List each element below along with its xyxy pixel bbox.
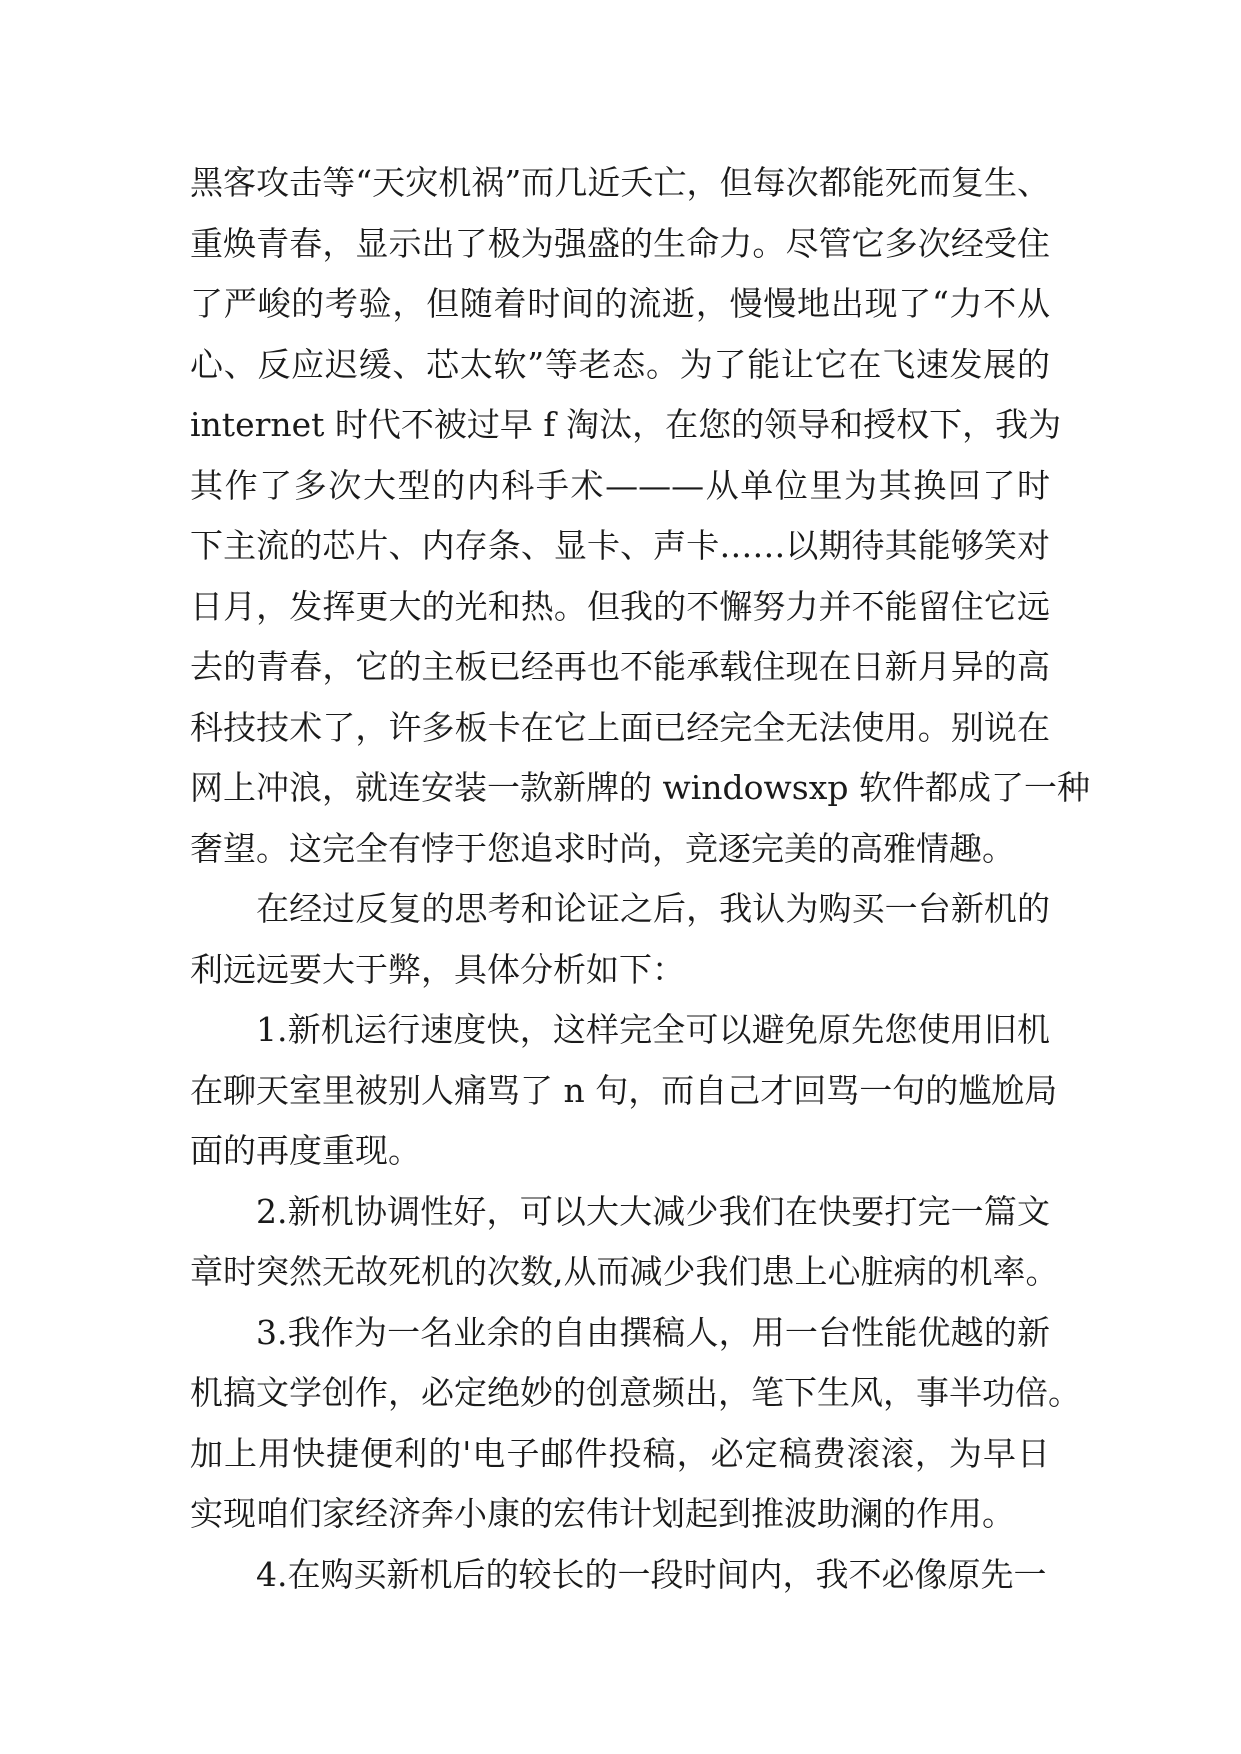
text-line: 其作了多次大型的内科手术———从单位里为其换回了时 bbox=[190, 465, 1050, 505]
text-line: internet 时代不被过早 f 淘汰，在您的领导和授权下，我为 bbox=[190, 405, 1062, 444]
list-item-3-line: 3.我作为一名业余的自由撰稿人，用一台性能优越的新 bbox=[256, 1312, 1050, 1352]
text-line: 网上冲浪，就连安装一款新牌的 windowsxp 软件都成了一种 bbox=[190, 768, 1090, 807]
text-line: 下主流的芯片、内存条、显卡、声卡……以期待其能够笑对 bbox=[190, 526, 1050, 565]
text-line: 去的青春，它的主板已经再也不能承载住现在日新月异的高 bbox=[190, 647, 1050, 686]
list-item-3-line: 实现咱们家经济奔小康的宏伟计划起到推波助澜的作用。 bbox=[190, 1494, 1015, 1533]
text-line: 黑客攻击等“天灾机祸”而几近夭亡，但每次都能死而复生、 bbox=[190, 163, 1050, 202]
text-line: 重焕青春，显示出了极为强盛的生命力。尽管它多次经受住 bbox=[190, 223, 1050, 263]
text-line: 了严峻的考验，但随着时间的流逝，慢慢地出现了“力不从 bbox=[190, 284, 1050, 323]
list-item-1-line: 1.新机运行速度快，这样完全可以避免原先您使用旧机 bbox=[256, 1010, 1050, 1049]
text-line: 心、反应迟缓、芯太软”等老态。为了能让它在飞速发展的 bbox=[190, 344, 1050, 384]
text-line: 科技技术了，许多板卡在它上面已经完全无法使用。别说在 bbox=[190, 707, 1050, 747]
list-item-4-line: 4.在购买新机后的较长的一段时间内，我不必像原先一 bbox=[256, 1554, 1047, 1594]
list-item-2-line: 章时突然无故死机的次数,从而减少我们患上心脏病的机率。 bbox=[190, 1252, 1059, 1291]
list-item-1-line: 在聊天室里被别人痛骂了 n 句，而自己才回骂一句的尴尬局 bbox=[190, 1070, 1058, 1110]
list-item-2-line: 2.新机协调性好，可以大大减少我们在快要打完一篇文 bbox=[256, 1191, 1050, 1231]
list-item-3-line: 机搞文学创作，必定绝妙的创意频出，笔下生风，事半功倍。 bbox=[190, 1373, 1081, 1412]
text-line: 日月，发挥更大的光和热。但我的不懈努力并不能留住它远 bbox=[190, 586, 1050, 626]
list-item-1-line: 面的再度重现。 bbox=[190, 1131, 421, 1170]
paragraph-end-line: 奢望。这完全有悖于您追求时尚，竞逐完美的高雅情趣。 bbox=[190, 828, 1015, 868]
paragraph-first-line: 在经过反复的思考和论证之后，我认为购买一台新机的 bbox=[256, 889, 1050, 928]
list-item-3-line: 加上用快捷便利的'电子邮件投稿，必定稿费滚滚，为早日 bbox=[190, 1433, 1050, 1473]
document-body bbox=[190, 153, 1090, 1605]
paragraph-end-line: 利远远要大于弊，具体分析如下： bbox=[190, 949, 685, 989]
